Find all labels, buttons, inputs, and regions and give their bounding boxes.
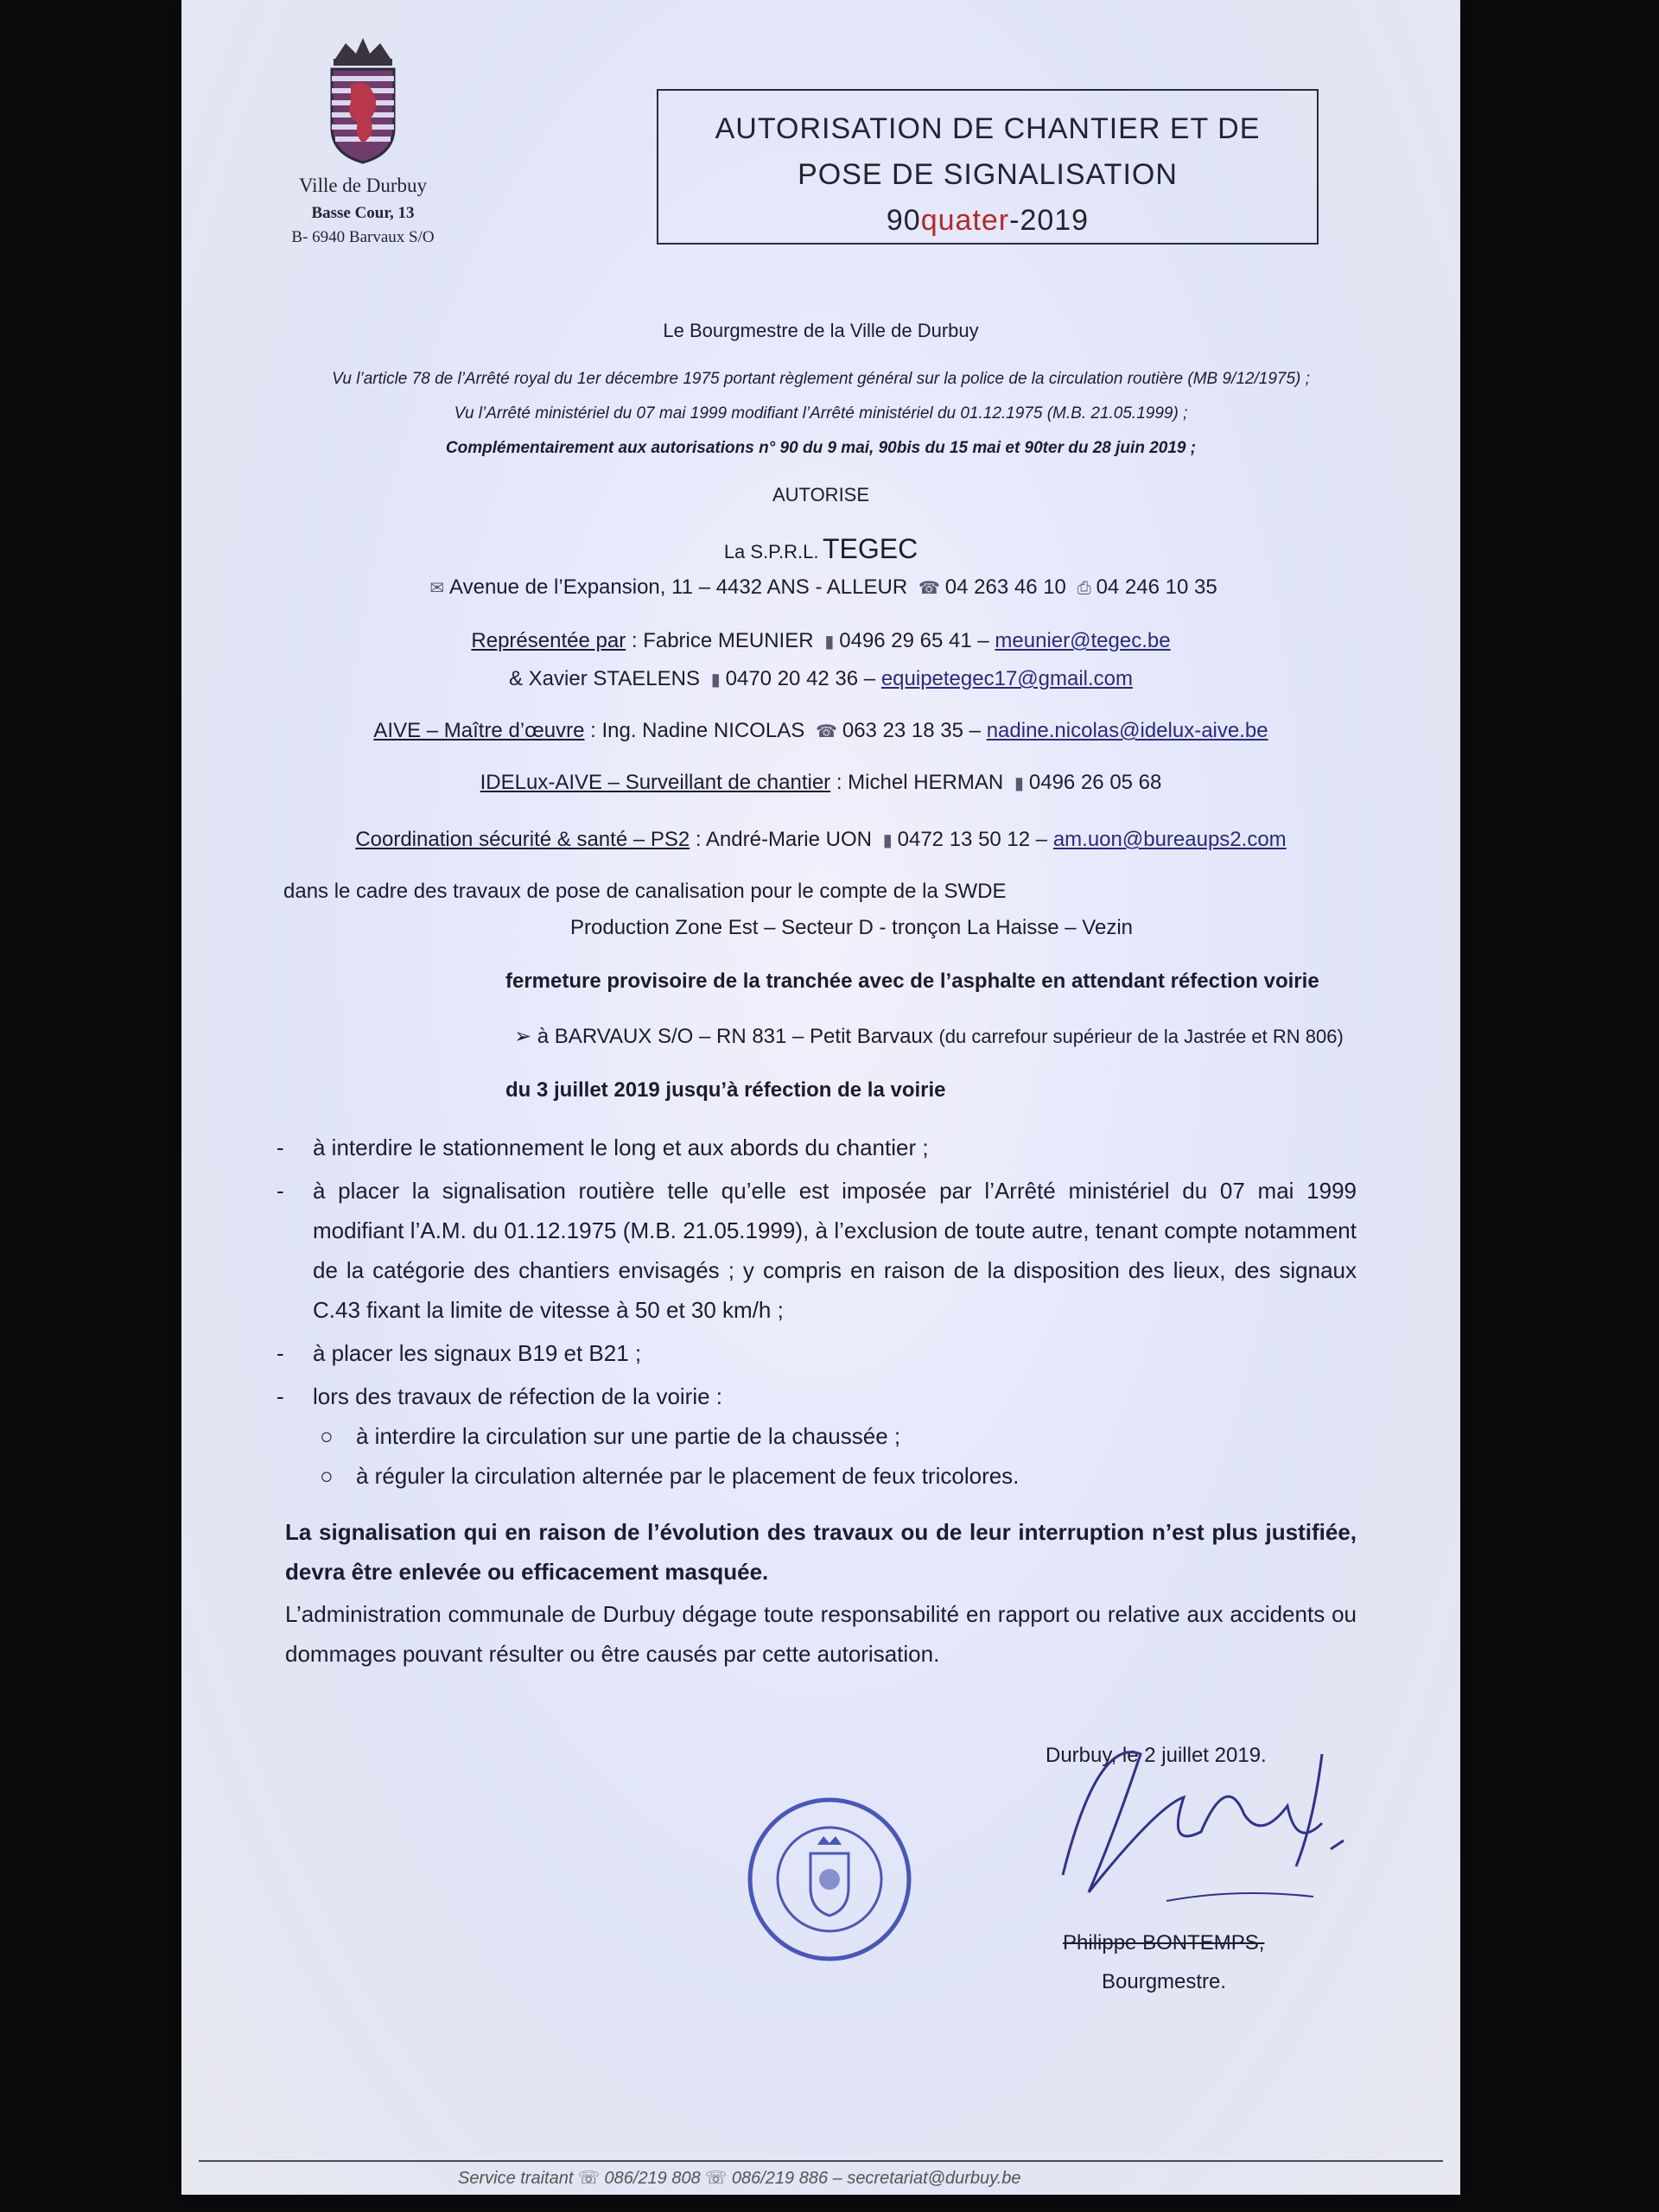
contact-rep2: & Xavier STAELENS ▮ 0470 20 42 36 – equipetegec17@gmail.com (508, 667, 1134, 690)
coord-email-link[interactable]: am.uon@bureaups2.com (1052, 828, 1287, 851)
place-date: Durbuy, le 2 juillet 2019. (1046, 1744, 1267, 1767)
contact-idelux: IDELux-AIVE – Surveillant de chantier : Michel HERMAN ▮ 0496 26 05 68 (480, 771, 1162, 794)
mobile-icon: ▮ (710, 671, 721, 690)
legal-line-2: Vu l’Arrêté ministériel du 07 mai 1999 modifiant l’Arrêté ministériel du 01.12.1975 (M.B. 21.05.1999) ; (454, 404, 1188, 423)
company-name: TEGEC (822, 533, 918, 564)
signature-drawing (1037, 1702, 1400, 1918)
autorise-heading: AUTORISE (772, 484, 870, 505)
company-address-line (181, 575, 1460, 600)
company-fax: 04 246 10 35 (1096, 575, 1217, 599)
official-stamp (743, 1793, 916, 1966)
company-address: Avenue de l’Expansion, 11 – 4432 ANS - ALLEUR (449, 575, 908, 599)
aive-email-link[interactable]: nadine.nicolas@idelux-aive.be (986, 719, 1268, 742)
sub-list (276, 1416, 1357, 1496)
context-line-1: dans le cadre des travaux de pose de canalisation pour le compte de la SWDE (283, 880, 1007, 903)
issuer-city: B- 6940 Barvaux S/O (291, 228, 435, 246)
title-line-1: AUTORISATION DE CHANTIER ET DE (715, 112, 1261, 145)
contact-aive: AIVE – Maître d’œuvre : Ing. Nadine NICOLAS ☎ 063 23 18 35 – nadine.nicolas@idelux-aive.be (373, 719, 1268, 742)
issuer-block (233, 175, 493, 247)
phone-icon: ☎ (918, 579, 940, 598)
company-phone: 04 263 46 10 (944, 575, 1066, 599)
footer-divider (199, 2160, 1443, 2162)
document-page (181, 0, 1460, 2195)
issuer-name: Ville de Durbuy (298, 175, 428, 196)
signatory-role: Bourgmestre. (1102, 1970, 1227, 1993)
context-line-2: Production Zone Est – Secteur D - tronçon La Haisse – Vezin (570, 916, 1134, 939)
mobile-icon: ▮ (882, 831, 893, 850)
signatory-name: Philippe BONTEMPS, (1063, 1931, 1265, 1955)
list-item: - lors des travaux de réfection de la voirie : (276, 1383, 723, 1409)
issuer-address: Basse Cour, 13 (311, 204, 415, 222)
work-description: fermeture provisoire de la tranchée avec de l’asphalte en attendant réfection voirie (505, 969, 1319, 993)
mobile-icon: ▮ (824, 632, 835, 652)
rep-label: Représentée par (471, 629, 626, 652)
legal-line-3: Complémentairement aux autorisations n° 90 du 9 mai, 90bis du 15 mai et 90ter du 28 juin 2019 ; (445, 439, 1197, 457)
fax-icon: ⎙ (1077, 579, 1091, 598)
authorization-number: 90quater-2019 (886, 204, 1090, 237)
list-item: - à interdire le stationnement le long et aux abords du chantier ; (276, 1135, 929, 1160)
company-prefix: La S.P.R.L. (723, 541, 819, 563)
list-item: - à placer les signaux B19 et B21 ; (276, 1340, 642, 1366)
title-box (657, 89, 1319, 245)
legal-line-1: Vu l’article 78 de l’Arrêté royal du 1er décembre 1975 portant règlement général sur la police de la circulation routière (MB 9/12/1975) ; (332, 370, 1310, 388)
sub-list-item: ○ à réguler la circulation alternée par le placement de feux tricolores. (320, 1463, 1020, 1489)
list-item: - à placer la signalisation routière telle qu’elle est imposée par l’Arrêté ministériel du 07 mai 1999 modifiant l’A.M. du 01.12.1975 (M.B. 21.05.1999), à l’exclusion de toute autre, tenant compte notamment de la catégorie des chantiers envisagés ; y compris en raison de la disposition des lieux, des signaux C.43 fixant la limite de vitesse à 50 et 30 km/h ; (276, 1178, 1357, 1323)
mobile-icon: ▮ (1014, 774, 1024, 793)
number-suffix: quater (920, 204, 1010, 237)
rep1-email-link[interactable]: meunier@tegec.be (995, 629, 1171, 652)
rep2-email-link[interactable]: equipetegec17@gmail.com (880, 667, 1134, 690)
contact-coordination: Coordination sécurité & santé – PS2 : André-Marie UON ▮ 0472 13 50 12 – am.uon@bureaups2.com (355, 828, 1287, 851)
durbuy-crest-icon (320, 33, 406, 171)
footer-text: Service traitant ☏ 086/219 808 ☏ 086/219 886 – secretariat@durbuy.be (458, 2169, 1021, 2188)
title-line-2: POSE DE SIGNALISATION (798, 158, 1178, 191)
arrow-icon: ➢ (514, 1025, 537, 1048)
mail-icon: ✉ (429, 579, 445, 598)
notice-liability: L’administration communale de Durbuy dégage toute responsabilité en rapport ou relative aux accidents ou dommages pouvant résulter ou être causés par cette autorisation. (285, 1601, 1357, 1667)
conditions-list (276, 1128, 1357, 1496)
location-line: ➢ à BARVAUX S/O – RN 831 – Petit Barvaux (du carrefour supérieur de la Jastrée et RN 806) (514, 1025, 1344, 1048)
notice-bold: La signalisation qui en raison de l’évolution des travaux ou de leur interruption n’est plus justifiée, devra être enlevée ou efficacement masquée. (285, 1519, 1357, 1585)
period-line: du 3 juillet 2019 jusqu’à réfection de la voirie (505, 1078, 946, 1102)
contact-rep1: Représentée par : Fabrice MEUNIER ▮ 0496 29 65 41 – meunier@tegec.be (471, 629, 1171, 652)
company-line (181, 533, 1460, 565)
phone-icon: ☎ (815, 722, 837, 741)
sub-list-item: ○ à interdire la circulation sur une partie de la chaussée ; (320, 1423, 901, 1449)
authority-line: Le Bourgmestre de la Ville de Durbuy (663, 320, 979, 341)
